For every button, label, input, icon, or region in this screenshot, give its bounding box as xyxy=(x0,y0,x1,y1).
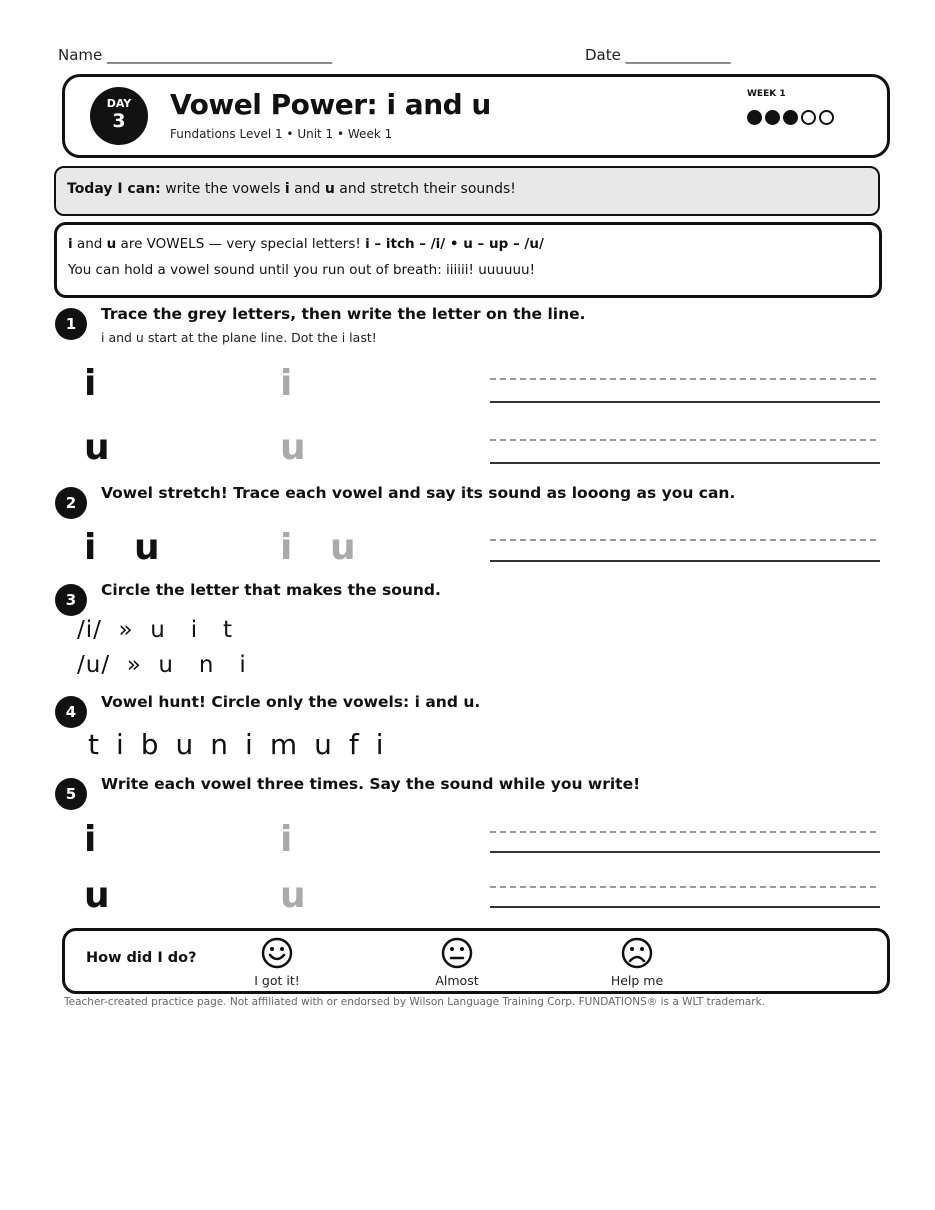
model-letter: i xyxy=(84,819,97,860)
writing-line[interactable] xyxy=(490,401,880,403)
section-number-5: 5 xyxy=(55,778,87,810)
trace-letters: i u xyxy=(280,527,356,568)
day-label: DAY xyxy=(106,97,132,110)
sound-choice-row[interactable]: /i/ » u i t xyxy=(77,617,234,643)
disclaimer: Teacher-created practice page. Not affiliated with or endorsed by Wilson Language Training Corp. FUNDATIONS® is a WLT trademark. xyxy=(64,996,766,1008)
hunt-letter[interactable]: f xyxy=(348,728,359,761)
trace-letter: u xyxy=(280,875,306,916)
hunt-letter[interactable]: t xyxy=(88,728,99,761)
day-badge xyxy=(90,87,148,145)
neutral-face-icon[interactable] xyxy=(441,937,473,969)
progress-dot-2 xyxy=(765,110,780,125)
hunt-letter[interactable]: i xyxy=(115,728,124,761)
name-blank: ______________________________ xyxy=(107,46,333,64)
section-4-instruction: Vowel hunt! Circle only the vowels: i and u. xyxy=(101,693,481,711)
writing-guide-dashed xyxy=(490,831,876,833)
progress-dot-4 xyxy=(801,110,816,125)
option-label: I got it! xyxy=(254,973,300,988)
info-line-1: i and u are VOWELS — very special letters! i – itch – /i/ • u – up – /u/ xyxy=(68,236,544,252)
page-title: Vowel Power: i and u xyxy=(170,88,491,121)
section-number-4: 4 xyxy=(55,696,87,728)
name-label: Name xyxy=(58,46,103,64)
section-2-instruction: Vowel stretch! Trace each vowel and say its sound as looong as you can. xyxy=(101,484,736,502)
name-field[interactable] xyxy=(58,46,332,64)
section-number-1: 1 xyxy=(55,308,87,340)
info-box xyxy=(54,222,882,298)
trace-letter: u xyxy=(280,427,306,468)
vowel-hunt-letters xyxy=(88,728,401,761)
hunt-letter[interactable]: n xyxy=(210,728,229,761)
section-number-2: 2 xyxy=(55,487,87,519)
model-letter: u xyxy=(84,875,110,916)
writing-line[interactable] xyxy=(490,851,880,853)
week-progress-dots xyxy=(747,110,834,125)
writing-guide-dashed xyxy=(490,539,876,541)
trace-letter: i xyxy=(280,363,293,404)
progress-dot-5 xyxy=(819,110,834,125)
hunt-letter[interactable]: u xyxy=(175,728,194,761)
section-number-3: 3 xyxy=(55,584,87,616)
happy-face-icon[interactable] xyxy=(261,937,293,969)
info-line-2: You can hold a vowel sound until you run out of breath: iiiiii! uuuuuu! xyxy=(68,262,535,278)
date-field[interactable] xyxy=(585,46,731,64)
section-5-instruction: Write each vowel three times. Say the sound while you write! xyxy=(101,775,641,793)
writing-guide-dashed xyxy=(490,439,876,441)
trace-letter: i xyxy=(280,819,293,860)
model-letter: i xyxy=(84,363,97,404)
option-label: Almost xyxy=(435,973,479,988)
model-letter: u xyxy=(84,427,110,468)
hunt-letter[interactable]: b xyxy=(140,728,159,761)
progress-dot-3 xyxy=(783,110,798,125)
sound-choice-row[interactable]: /u/ » u n i xyxy=(77,652,247,678)
hunt-letter[interactable]: u xyxy=(314,728,332,761)
section-3-instruction: Circle the letter that makes the sound. xyxy=(101,581,441,599)
day-number: 3 xyxy=(112,110,126,132)
writing-guide-dashed xyxy=(490,378,876,380)
week-label: WEEK 1 xyxy=(747,89,786,99)
hunt-letter[interactable]: m xyxy=(269,728,298,761)
progress-dot-1 xyxy=(747,110,762,125)
section-1-instruction: Trace the grey letters, then write the letter on the line. xyxy=(101,305,586,323)
option-label: Help me xyxy=(610,973,664,988)
sad-face-icon[interactable] xyxy=(621,937,653,969)
goal-statement: Today I can: write the vowels i and u and stretch their sounds! xyxy=(67,181,516,197)
model-letters: i u xyxy=(84,527,160,568)
date-blank: ______________ xyxy=(625,46,731,64)
self-check-question: How did I do? xyxy=(86,950,197,966)
writing-line[interactable] xyxy=(490,560,880,562)
hunt-letter[interactable]: i xyxy=(245,728,253,761)
section-1-hint: i and u start at the plane line. Dot the i last! xyxy=(101,330,377,345)
hunt-letter[interactable]: i xyxy=(375,728,384,761)
writing-guide-dashed xyxy=(490,886,876,888)
writing-line[interactable] xyxy=(490,462,880,464)
page-subtitle: Fundations Level 1 • Unit 1 • Week 1 xyxy=(170,127,393,141)
date-label: Date xyxy=(585,46,621,64)
writing-line[interactable] xyxy=(490,906,880,908)
